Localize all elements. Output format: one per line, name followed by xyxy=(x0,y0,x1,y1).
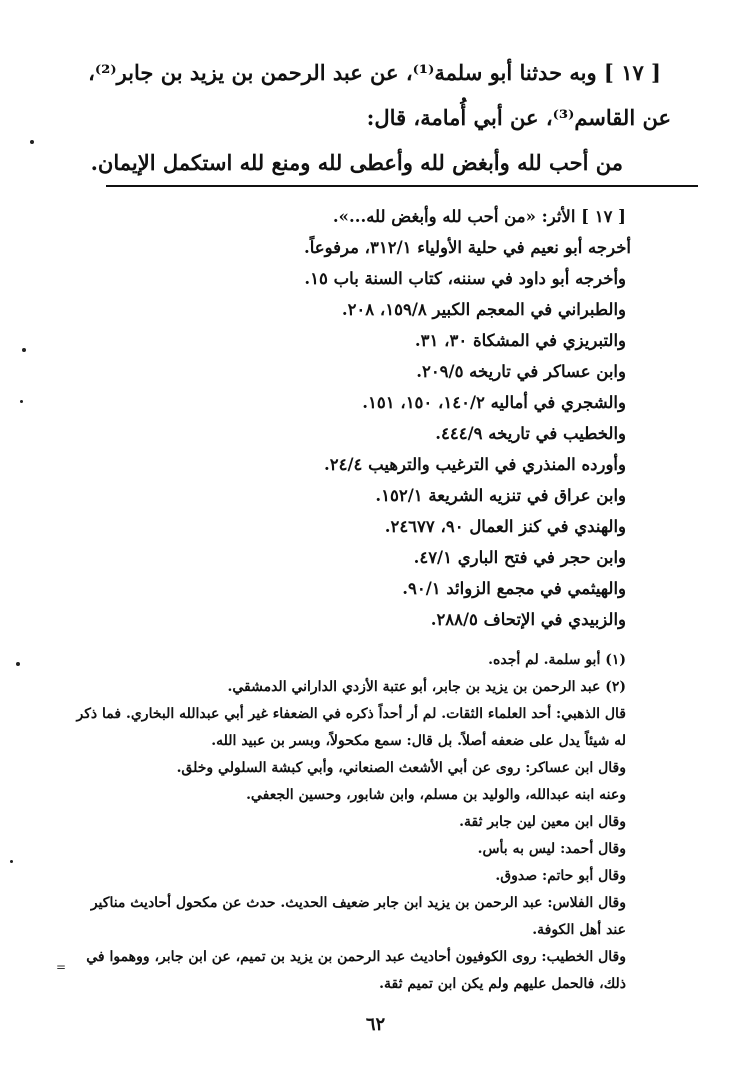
footnote-line: وقال الفلاس: عبد الرحمن بن يزيد ابن جابر ضعيف الحديث. حدث عن مكحول أحاديث مناكير xyxy=(90,895,626,911)
footnote-line: (٢) عبد الرحمن بن يزيد بن جابر، أبو عتبة الأزدي الداراني الدمشقي. xyxy=(227,679,626,695)
hadith-line: من أحب لله وأبغض لله وأعطى لله ومنع لله استكمل الإيمان. xyxy=(90,150,623,175)
scan-speck xyxy=(30,140,34,144)
source-line: وابن عساكر في تاريخه ٢٠٩/٥. xyxy=(416,362,626,381)
source-line: أخرجه أبو نعيم في حلية الأولياء ٣١٢/١، مرفوعاً. xyxy=(303,238,631,257)
footnote-line: له شيئاً يدل على ضعفه أصلاً. بل قال: سمع مكحولاً، وبسر بن عبيد الله. xyxy=(211,733,626,749)
source-line: وابن عراق في تنزيه الشريعة ١٥٢/١. xyxy=(375,486,626,505)
footnote-line: وقال ابن عساكر: روى عن أبي الأشعث الصنعاني، وأبي كبشة السلولي وخلق. xyxy=(176,760,626,776)
source-line: والهندي في كنز العمال ٩٠، ٢٤٦٧٧. xyxy=(384,517,626,536)
scan-speck xyxy=(22,348,26,352)
footnote-line: وقال أحمد: ليس به بأس. xyxy=(477,841,626,857)
source-line: والطبراني في المعجم الكبير ١٥٩/٨، ٢٠٨. xyxy=(341,300,626,319)
source-line: [ ١٧ ] الأثر: «من أحب لله وأبغض لله...». xyxy=(332,207,626,226)
scan-speck xyxy=(10,860,13,863)
source-line: والخطيب في تاريخه ٤٤٤/٩. xyxy=(435,424,626,443)
scan-speck xyxy=(20,400,23,403)
source-line: وأخرجه أبو داود في سننه، كتاب السنة باب ١٥. xyxy=(304,269,626,288)
footnote-line: (١) أبو سلمة. لم أجده. xyxy=(488,652,626,668)
footnote-line: ذلك، فالحمل عليهم ولم يكن ابن تميم ثقة. xyxy=(379,976,626,992)
separator-rule xyxy=(106,185,698,187)
source-line: والزبيدي في الإتحاف ٢٨٨/٥. xyxy=(430,610,626,629)
scan-speck xyxy=(16,662,20,666)
source-line: والهيثمي في مجمع الزوائد ٩٠/١. xyxy=(402,579,626,598)
footnote-line: وقال ابن معين لين جابر ثقة. xyxy=(459,814,626,830)
scan-mark: = xyxy=(56,960,67,974)
footnote-line: قال الذهبي: أحد العلماء الثقات. لم أر أحداً ذكره في الضعفاء غير أبي عبدالله البخاري. فما ذكر xyxy=(76,706,626,722)
footnote-line: وقال أبو حاتم: صدوق. xyxy=(495,868,626,884)
source-line: والتبريزي في المشكاة ٣٠، ٣١. xyxy=(414,331,626,350)
page-number: ٦٢ xyxy=(365,1014,386,1035)
footnote-line: وعنه ابنه عبدالله، والوليد بن مسلم، وابن شابور، وحسين الجعفي. xyxy=(246,787,626,803)
source-line: والشجري في أماليه ١٤٠/٢، ١٥٠، ١٥١. xyxy=(362,393,626,412)
hadith-line: عن القاسم⁽³⁾، عن أبي أُمامة، قال: xyxy=(366,105,671,130)
footnote-line: وقال الخطيب: روى الكوفيون أحاديث عبد الرحمن بن يزيد بن تميم، عن ابن جابر، ووهموا في xyxy=(86,949,626,965)
footnote-line: عند أهل الكوفة. xyxy=(532,922,626,938)
hadith-line: [ ١٧ ] وبه حدثنا أبو سلمة⁽¹⁾، عن عبد الرحمن بن يزيد بن جابر⁽²⁾، xyxy=(88,60,661,85)
source-line: وابن حجر في فتح الباري ٤٧/١. xyxy=(413,548,626,567)
source-line: وأورده المنذري في الترغيب والترهيب ٢٤/٤. xyxy=(324,455,626,474)
